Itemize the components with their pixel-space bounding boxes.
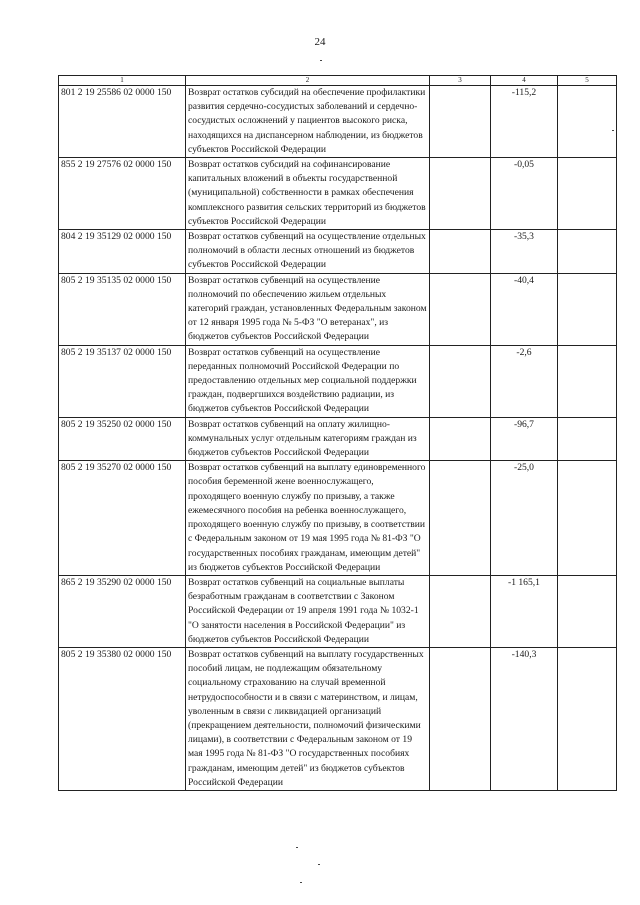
table-row xyxy=(59,158,617,230)
col5-cell xyxy=(558,273,617,345)
page-number: 24 xyxy=(314,36,326,48)
row-description: Возврат остатков субвенций на выплату единовременного пособия беременной жене военнослужащего, проходящего военную службу по призыву, а также ежемесячного пособия на ребенка военнослужащего, проходящего военную службу по призыву, в соответствии с Федеральным законом от 19 мая 1995 года № 81-ФЗ "О государственных пособиях гражданам, имеющим детей" из бюджетов субъектов Российской Федерации xyxy=(186,461,430,576)
budget-code: 855 2 19 27576 02 0000 150 xyxy=(59,158,186,230)
column-header: 4 xyxy=(491,76,558,86)
col5-cell xyxy=(558,86,617,158)
col5-cell xyxy=(558,647,617,790)
column-header: 3 xyxy=(430,76,491,86)
amount-cell: -40,4 xyxy=(491,273,558,345)
table-row xyxy=(59,273,617,345)
table-row xyxy=(59,86,617,158)
col3-cell xyxy=(430,461,491,576)
col5-cell xyxy=(558,230,617,274)
amount-cell: -140,3 xyxy=(491,647,558,790)
budget-table xyxy=(58,75,617,791)
table-row xyxy=(59,647,617,790)
budget-code: 805 2 19 35137 02 0000 150 xyxy=(59,345,186,417)
budget-code: 805 2 19 35135 02 0000 150 xyxy=(59,273,186,345)
budget-code: 804 2 19 35129 02 0000 150 xyxy=(59,230,186,274)
budget-code: 805 2 19 35380 02 0000 150 xyxy=(59,647,186,790)
table-row xyxy=(59,230,617,274)
row-description: Возврат остатков субвенций на осуществление полномочий по обеспечению жильем отдельных категорий граждан, установленных Федеральным законом от 12 января 1995 года № 5-ФЗ "О ветеранах", из бюджетов субъектов Российской Федерации xyxy=(186,273,430,345)
scan-speck xyxy=(300,882,302,883)
scan-speck xyxy=(318,864,320,865)
row-description: Возврат остатков субвенций на социальные выплаты безработным гражданам в соответствии с Законом Российской Федерации от 19 апреля 1991 года № 1032-1 "О занятости населения в Российской Федерации" из бюджетов субъектов Российской Федерации xyxy=(186,575,430,647)
row-description: Возврат остатков субвенций на оплату жилищно-коммунальных услуг отдельным категориям граждан из бюджетов субъектов Российской Федерации xyxy=(186,417,430,461)
amount-cell: -2,6 xyxy=(491,345,558,417)
amount-cell: -25,0 xyxy=(491,461,558,576)
scan-speck xyxy=(296,847,298,848)
table-row xyxy=(59,461,617,576)
amount-cell: -115,2 xyxy=(491,86,558,158)
col3-cell xyxy=(430,230,491,274)
col5-cell xyxy=(558,345,617,417)
amount-cell: -35,3 xyxy=(491,230,558,274)
col5-cell xyxy=(558,417,617,461)
budget-code: 865 2 19 35290 02 0000 150 xyxy=(59,575,186,647)
header-row xyxy=(59,76,617,86)
table-row xyxy=(59,575,617,647)
col5-cell xyxy=(558,461,617,576)
column-header: 1 xyxy=(59,76,186,86)
row-description: Возврат остатков субвенций на осуществление переданных полномочий Российской Федерации по предоставлению отдельных мер социальной поддержки граждан, подвергшихся воздействию радиации, из бюджетов субъектов Российской Федерации xyxy=(186,345,430,417)
col5-cell xyxy=(558,575,617,647)
budget-code: 805 2 19 35270 02 0000 150 xyxy=(59,461,186,576)
col3-cell xyxy=(430,647,491,790)
column-header: 2 xyxy=(186,76,430,86)
row-description: Возврат остатков субсидий на обеспечение профилактики развития сердечно-сосудистых заболеваний и сердечно-сосудистых осложнений у пациентов высокого риска, находящихся на диспансерном наблюдении, из бюджетов субъектов Российской Федерации xyxy=(186,86,430,158)
col5-cell xyxy=(558,158,617,230)
col3-cell xyxy=(430,273,491,345)
col3-cell xyxy=(430,345,491,417)
row-description: Возврат остатков субсидий на софинансирование капитальных вложений в объекты государственной (муниципальной) собственности в рамках обеспечения комплексного развития сельских территорий из бюджетов субъектов Российской Федерации xyxy=(186,158,430,230)
col3-cell xyxy=(430,158,491,230)
column-header: 5 xyxy=(558,76,617,86)
amount-cell: -96,7 xyxy=(491,417,558,461)
col3-cell xyxy=(430,575,491,647)
col3-cell xyxy=(430,86,491,158)
col3-cell xyxy=(430,417,491,461)
table-row xyxy=(59,417,617,461)
row-description: Возврат остатков субвенций на выплату государственных пособий лицам, не подлежащим обязательному социальному страхованию на случай временной нетрудоспособности и в связи с материнством, и лицам, уволенным в связи с ликвидацией организаций (прекращением деятельности, полномочий физическими лицами), в соответствии с Федеральным законом от 19 мая 1995 года № 81-ФЗ "О государственных пособиях гражданам, имеющим детей" из бюджетов субъектов Российской Федерации xyxy=(186,647,430,790)
row-description: Возврат остатков субвенций на осуществление отдельных полномочий в области лесных отношений из бюджетов субъектов Российской Федерации xyxy=(186,230,430,274)
budget-code: 801 2 19 25586 02 0000 150 xyxy=(59,86,186,158)
amount-cell: -1 165,1 xyxy=(491,575,558,647)
amount-cell: -0,05 xyxy=(491,158,558,230)
budget-code: 805 2 19 35250 02 0000 150 xyxy=(59,417,186,461)
table-row xyxy=(59,345,617,417)
scan-speck xyxy=(612,130,614,131)
scan-speck xyxy=(320,60,322,61)
